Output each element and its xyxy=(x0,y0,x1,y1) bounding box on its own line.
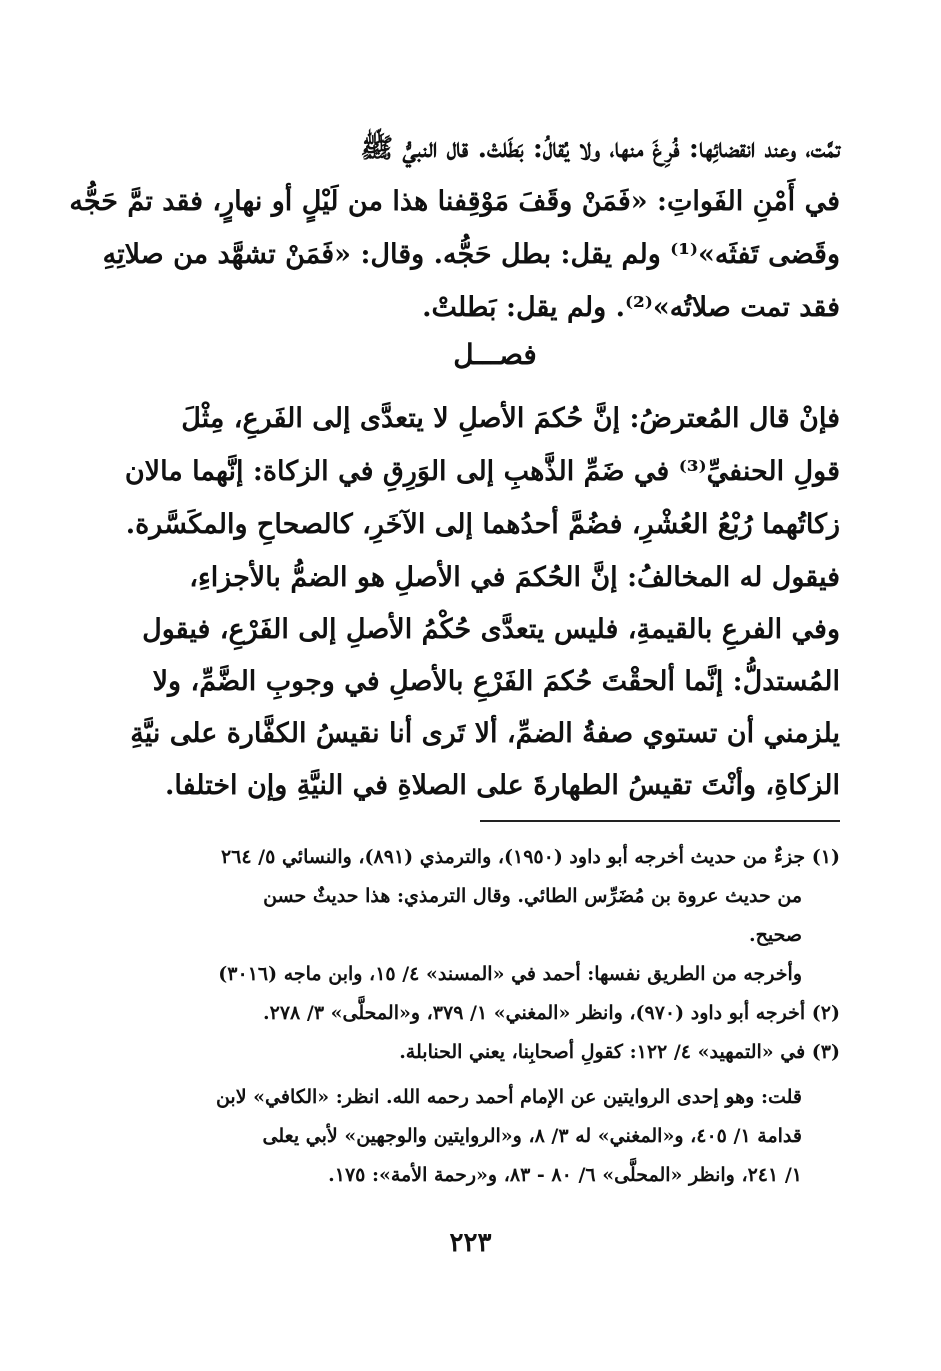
footnote-1-line: وأخرجه من الطريق نفسها: أحمد في «المسند» ٤/ ١٥، وابن ماجه (٣٠١٦) xyxy=(218,963,802,985)
footnote-1-line: صحيح. xyxy=(748,924,802,946)
footnote-3-line: قدامة ١/ ٤٠٥، و«المغني» له ٣/ ٨، و«الروايتين والوجهين» لأبي يعلى xyxy=(262,1125,802,1147)
footnote-1-line: (١) جزءٌ من حديث أخرجه أبو داود (١٩٥٠)، والترمذي (٨٩١)، والنسائي ٥/ ٢٦٤ xyxy=(220,846,840,868)
paragraph-1 xyxy=(69,122,840,334)
paragraph-line: زكاتُهما رُبْعُ العُشْرِ، فضُمَّ أحدُهما إلى الآخَرِ، كالصحاحِ والمكَسَّرة. xyxy=(125,509,840,540)
footnote-3-line: قلت: وهو إحدى الروايتين عن الإمام أحمد رحمه الله. انظر: «الكافي» لابن xyxy=(215,1086,802,1108)
footnote-1-line: من حديث عروة بن مُضَرِّس الطائي. وقال الترمذي: هذا حديثٌ حسن xyxy=(263,885,802,907)
section-heading: فصـــل xyxy=(453,338,537,371)
paragraph-line: وفي الفرعِ بالقيمةِ، فليس يتعدَّى حُكْمُ الأصلِ إلى الفَرْعِ، فيقول xyxy=(142,614,840,645)
paragraph-line: فيقول له المخالفُ: إنَّ الحُكمَ في الأصلِ هو الضمُّ بالأجزاءِ، xyxy=(189,562,840,593)
paragraph-3 xyxy=(130,552,840,812)
page-number: ٢٢٣ xyxy=(449,1228,492,1258)
paragraph-line: الزكاةِ، وأنْتَ تقيسُ الطهارةَ على الصلاةِ في النيَّةِ وإن اختلفا. xyxy=(165,770,840,801)
footnote-separator xyxy=(480,820,840,822)
paragraph-line: تمَّت، وعند انقضائِها: فُرِغَ منها، ولا يُقالُ: بَطَلتْ. قال النبيُّ ﷺ xyxy=(360,133,840,164)
paragraph-line: المُستدلُّ: إنَّما ألحقْتَ حُكمَ الفَرْعِ بالأصلِ في وجوبِ الضَّمِّ، ولا xyxy=(152,666,840,697)
paragraph-line: فإنْ قال المُعترضُ: إنَّ حُكمَ الأصلِ لا يتعدَّى إلى الفَرعِ، مِثْلَ xyxy=(181,403,840,434)
paragraph-line: في أَمْنِ الفَواتِ: «فَمَنْ وقَفَ مَوْقِفنا هذا من لَيْلٍ أو نهارٍ، فقد تمَّ حَجُّه xyxy=(69,186,840,217)
paragraph-line: وقَضى تَفثَه»⁽¹⁾ ولم يقل: بطل حَجُّه. وقال: «فَمَنْ تشهَّد من صلاتِهِ xyxy=(102,239,840,270)
footnotes xyxy=(150,838,840,1195)
paragraph-line: قولِ الحنفيِّ⁽³⁾ في ضَمِّ الذَّهبِ إلى الوَرِقِ في الزكاة: إنَّهما مالان xyxy=(124,456,840,487)
footnote-2: (٢) أخرجه أبو داود (٩٧٠)، وانظر «المغني» ١/ ٣٧٩، و«المحلَّى» ٣/ ٢٧٨. xyxy=(263,1002,840,1024)
paragraph-line: يلزمني أن تستوي صفةُ الضمِّ، ألا تَرى أنا نقيسُ الكفَّارة على نيَّةِ xyxy=(130,718,840,749)
paragraph-2 xyxy=(124,392,840,551)
footnote-3-line: ١/ ٢٤١، وانظر «المحلَّى» ٦/ ٨٠ - ٨٣، و«رحمة الأمة»: ١٧٥. xyxy=(328,1164,802,1186)
paragraph-line: فقد تمت صلاتُه»⁽²⁾. ولم يقل: بَطلتْ. xyxy=(422,292,840,323)
footnote-3-line: (٣) في «التمهيد» ٤/ ١٢٢: كقولِ أصحابِنا، يعني الحنابلة. xyxy=(399,1041,840,1063)
